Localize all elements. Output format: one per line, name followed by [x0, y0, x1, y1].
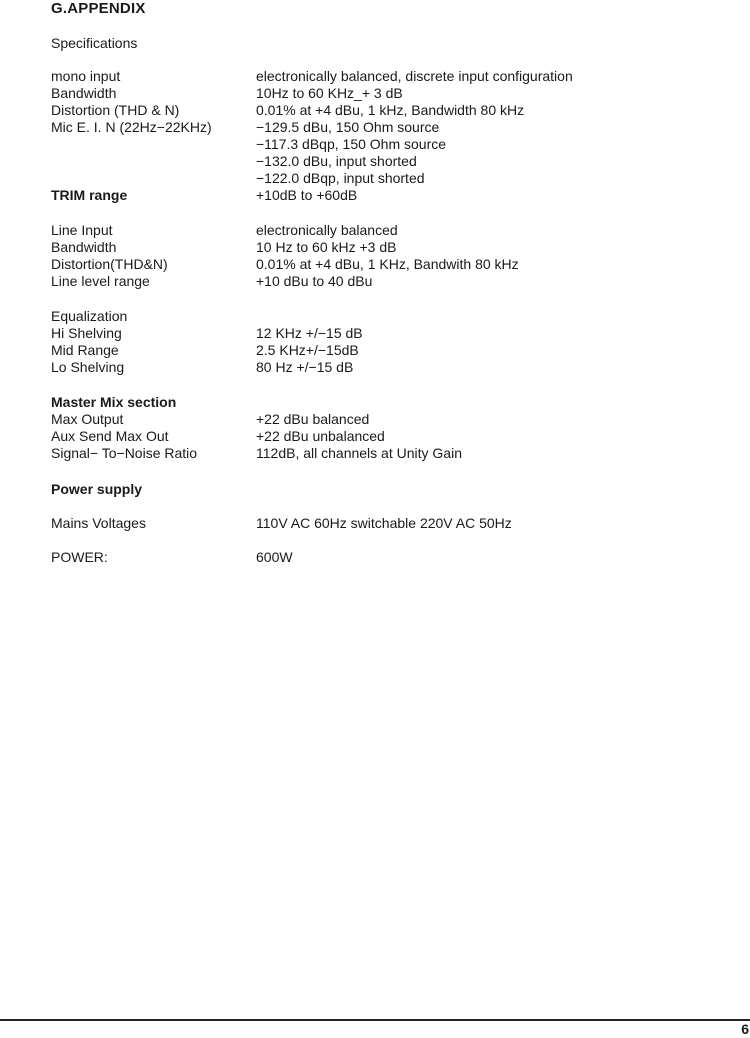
spec-value: electronically balanced: [256, 222, 398, 238]
page-number: 6: [741, 1021, 749, 1037]
footer-divider: [0, 1019, 750, 1021]
spec-label: POWER:: [51, 549, 108, 565]
spec-row: [51, 85, 731, 102]
spec-row: [51, 445, 731, 462]
spec-row: [51, 342, 731, 359]
spec-row: [51, 549, 731, 566]
master-mix-heading: Master Mix section: [51, 394, 177, 410]
spec-label: Max Output: [51, 411, 124, 427]
spec-label: Line Input: [51, 222, 113, 238]
spec-row: [51, 119, 731, 136]
spec-label: Distortion (THD & N): [51, 102, 180, 118]
spec-value: 12 KHz +/−15 dB: [256, 325, 363, 341]
spec-value: 112dB, all channels at Unity Gain: [256, 445, 462, 461]
spec-row: [51, 325, 731, 342]
spec-label: Bandwidth: [51, 239, 117, 255]
spec-label: Distortion(THD&N): [51, 256, 168, 272]
spec-label: Aux Send Max Out: [51, 428, 169, 444]
spec-value: +22 dBu unbalanced: [256, 428, 385, 444]
spec-value: −117.3 dBqp, 150 Ohm source: [256, 136, 447, 152]
spec-label: Mic E. I. N (22Hz−22KHz): [51, 119, 212, 135]
spec-label: Signal− To−Noise Ratio: [51, 445, 198, 461]
spec-label: Mid Range: [51, 342, 119, 358]
spec-value: 0.01% at +4 dBu, 1 KHz, Bandwith 80 kHz: [256, 256, 519, 272]
spec-row: [51, 411, 731, 428]
spec-label: mono input: [51, 68, 121, 84]
spec-value: +10dB to +60dB: [256, 187, 358, 203]
spec-row: [51, 359, 731, 376]
section-subtitle: Specifications: [51, 35, 138, 51]
spec-row: [51, 428, 731, 445]
spec-value: 600W: [256, 549, 293, 565]
trim-range-heading: TRIM range: [51, 187, 128, 203]
spec-label: Lo Shelving: [51, 359, 125, 375]
equalization-heading: Equalization: [51, 308, 128, 324]
spec-value: 0.01% at +4 dBu, 1 kHz, Bandwidth 80 kHz: [256, 102, 525, 118]
spec-value: −129.5 dBu, 150 Ohm source: [256, 119, 440, 135]
spec-row: [51, 222, 731, 239]
spec-row: [51, 515, 731, 532]
spec-value: 80 Hz +/−15 dB: [256, 359, 354, 375]
spec-label: Hi Shelving: [51, 325, 122, 341]
power-supply-heading: Power supply: [51, 481, 143, 497]
spec-value: −122.0 dBqp, input shorted: [256, 170, 425, 186]
spec-value: 110V AC 60Hz switchable 220V AC 50Hz: [256, 515, 512, 531]
spec-value: +22 dBu balanced: [256, 411, 370, 427]
trim-range-row: [51, 187, 731, 204]
spec-label: Line level range: [51, 273, 150, 289]
spec-value: +10 dBu to 40 dBu: [256, 273, 373, 289]
spec-row: [51, 170, 731, 187]
spec-row: [51, 136, 731, 153]
spec-value: 2.5 KHz+/−15dB: [256, 342, 359, 358]
page-title: G.APPENDIX: [51, 0, 146, 17]
spec-row: [51, 68, 731, 85]
spec-label: Bandwidth: [51, 85, 117, 101]
spec-label: Mains Voltages: [51, 515, 146, 531]
spec-value: electronically balanced, discrete input configuration: [256, 68, 573, 84]
spec-value: 10Hz to 60 KHz_+ 3 dB: [256, 85, 403, 101]
spec-row: [51, 273, 731, 290]
spec-row: [51, 239, 731, 256]
spec-value: 10 Hz to 60 kHz +3 dB: [256, 239, 397, 255]
spec-row: [51, 102, 731, 119]
spec-value: −132.0 dBu, input shorted: [256, 153, 417, 169]
spec-row: [51, 256, 731, 273]
spec-row: [51, 153, 731, 170]
